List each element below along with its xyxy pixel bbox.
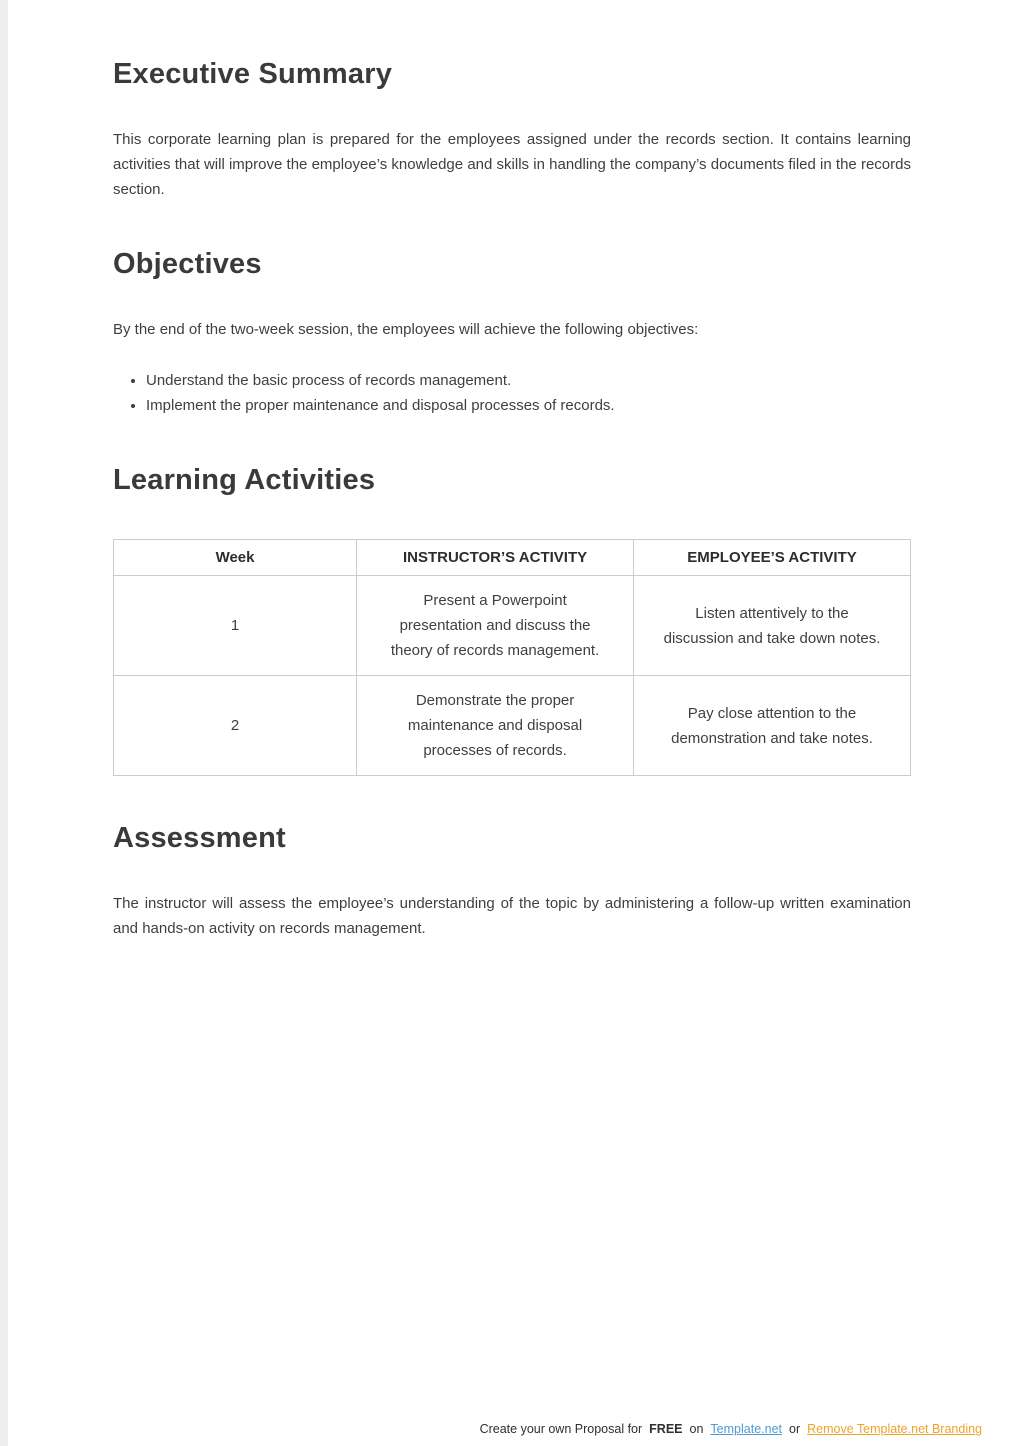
template-net-link[interactable]: Template.net xyxy=(710,1422,782,1436)
cell-instructor-activity: Demonstrate the proper maintenance and disposal processes of records. xyxy=(357,676,634,776)
heading-learning-activities: Learning Activities xyxy=(113,464,376,496)
cell-week: 2 xyxy=(114,676,357,776)
objectives-list xyxy=(113,368,911,418)
table-row xyxy=(114,676,911,776)
column-header-week: Week xyxy=(114,540,357,576)
page-edge-strip xyxy=(0,0,8,1446)
learning-activities-table xyxy=(113,539,911,776)
footer-free-label: FREE xyxy=(649,1422,683,1436)
assessment-paragraph: The instructor will assess the employee’s understanding of the topic by administering a follow-up written examination and hands-on activity on records management. xyxy=(113,895,911,937)
table-header-row xyxy=(114,540,911,576)
cell-employee-activity: Listen attentively to the discussion and take down notes. xyxy=(634,576,911,676)
heading-objectives: Objectives xyxy=(113,248,262,280)
heading-assessment: Assessment xyxy=(113,822,286,854)
heading-executive-summary: Executive Summary xyxy=(113,58,393,90)
cell-employee-activity: Pay close attention to the demonstration and take notes. xyxy=(634,676,911,776)
column-header-employee-activity: EMPLOYEE’S ACTIVITY xyxy=(634,540,911,576)
document-content xyxy=(113,52,911,941)
table-row xyxy=(114,576,911,676)
objective-item: • Understand the basic process of records management. xyxy=(146,368,911,393)
objectives-intro: By the end of the two-week session, the employees will achieve the following objectives: xyxy=(113,321,699,338)
cell-week: 1 xyxy=(114,576,357,676)
footer-prefix-text: Create your own Proposal for xyxy=(479,1422,643,1436)
page-footer xyxy=(480,1422,982,1436)
cell-instructor-activity: Present a Powerpoint presentation and discuss the theory of records management. xyxy=(357,576,634,676)
objective-item: • Implement the proper maintenance and disposal processes of records. xyxy=(146,393,911,418)
executive-summary-paragraph: This corporate learning plan is prepared for the employees assigned under the records section. It contains learning activities that will improve the employee’s knowledge and skills in handling the company’s documents filed in the records section. xyxy=(113,131,911,198)
column-header-instructor-activity: INSTRUCTOR’S ACTIVITY xyxy=(357,540,634,576)
remove-branding-link[interactable]: Remove Template.net Branding xyxy=(807,1422,982,1436)
footer-on-text: on xyxy=(689,1422,704,1436)
footer-or-text: or xyxy=(789,1422,801,1436)
